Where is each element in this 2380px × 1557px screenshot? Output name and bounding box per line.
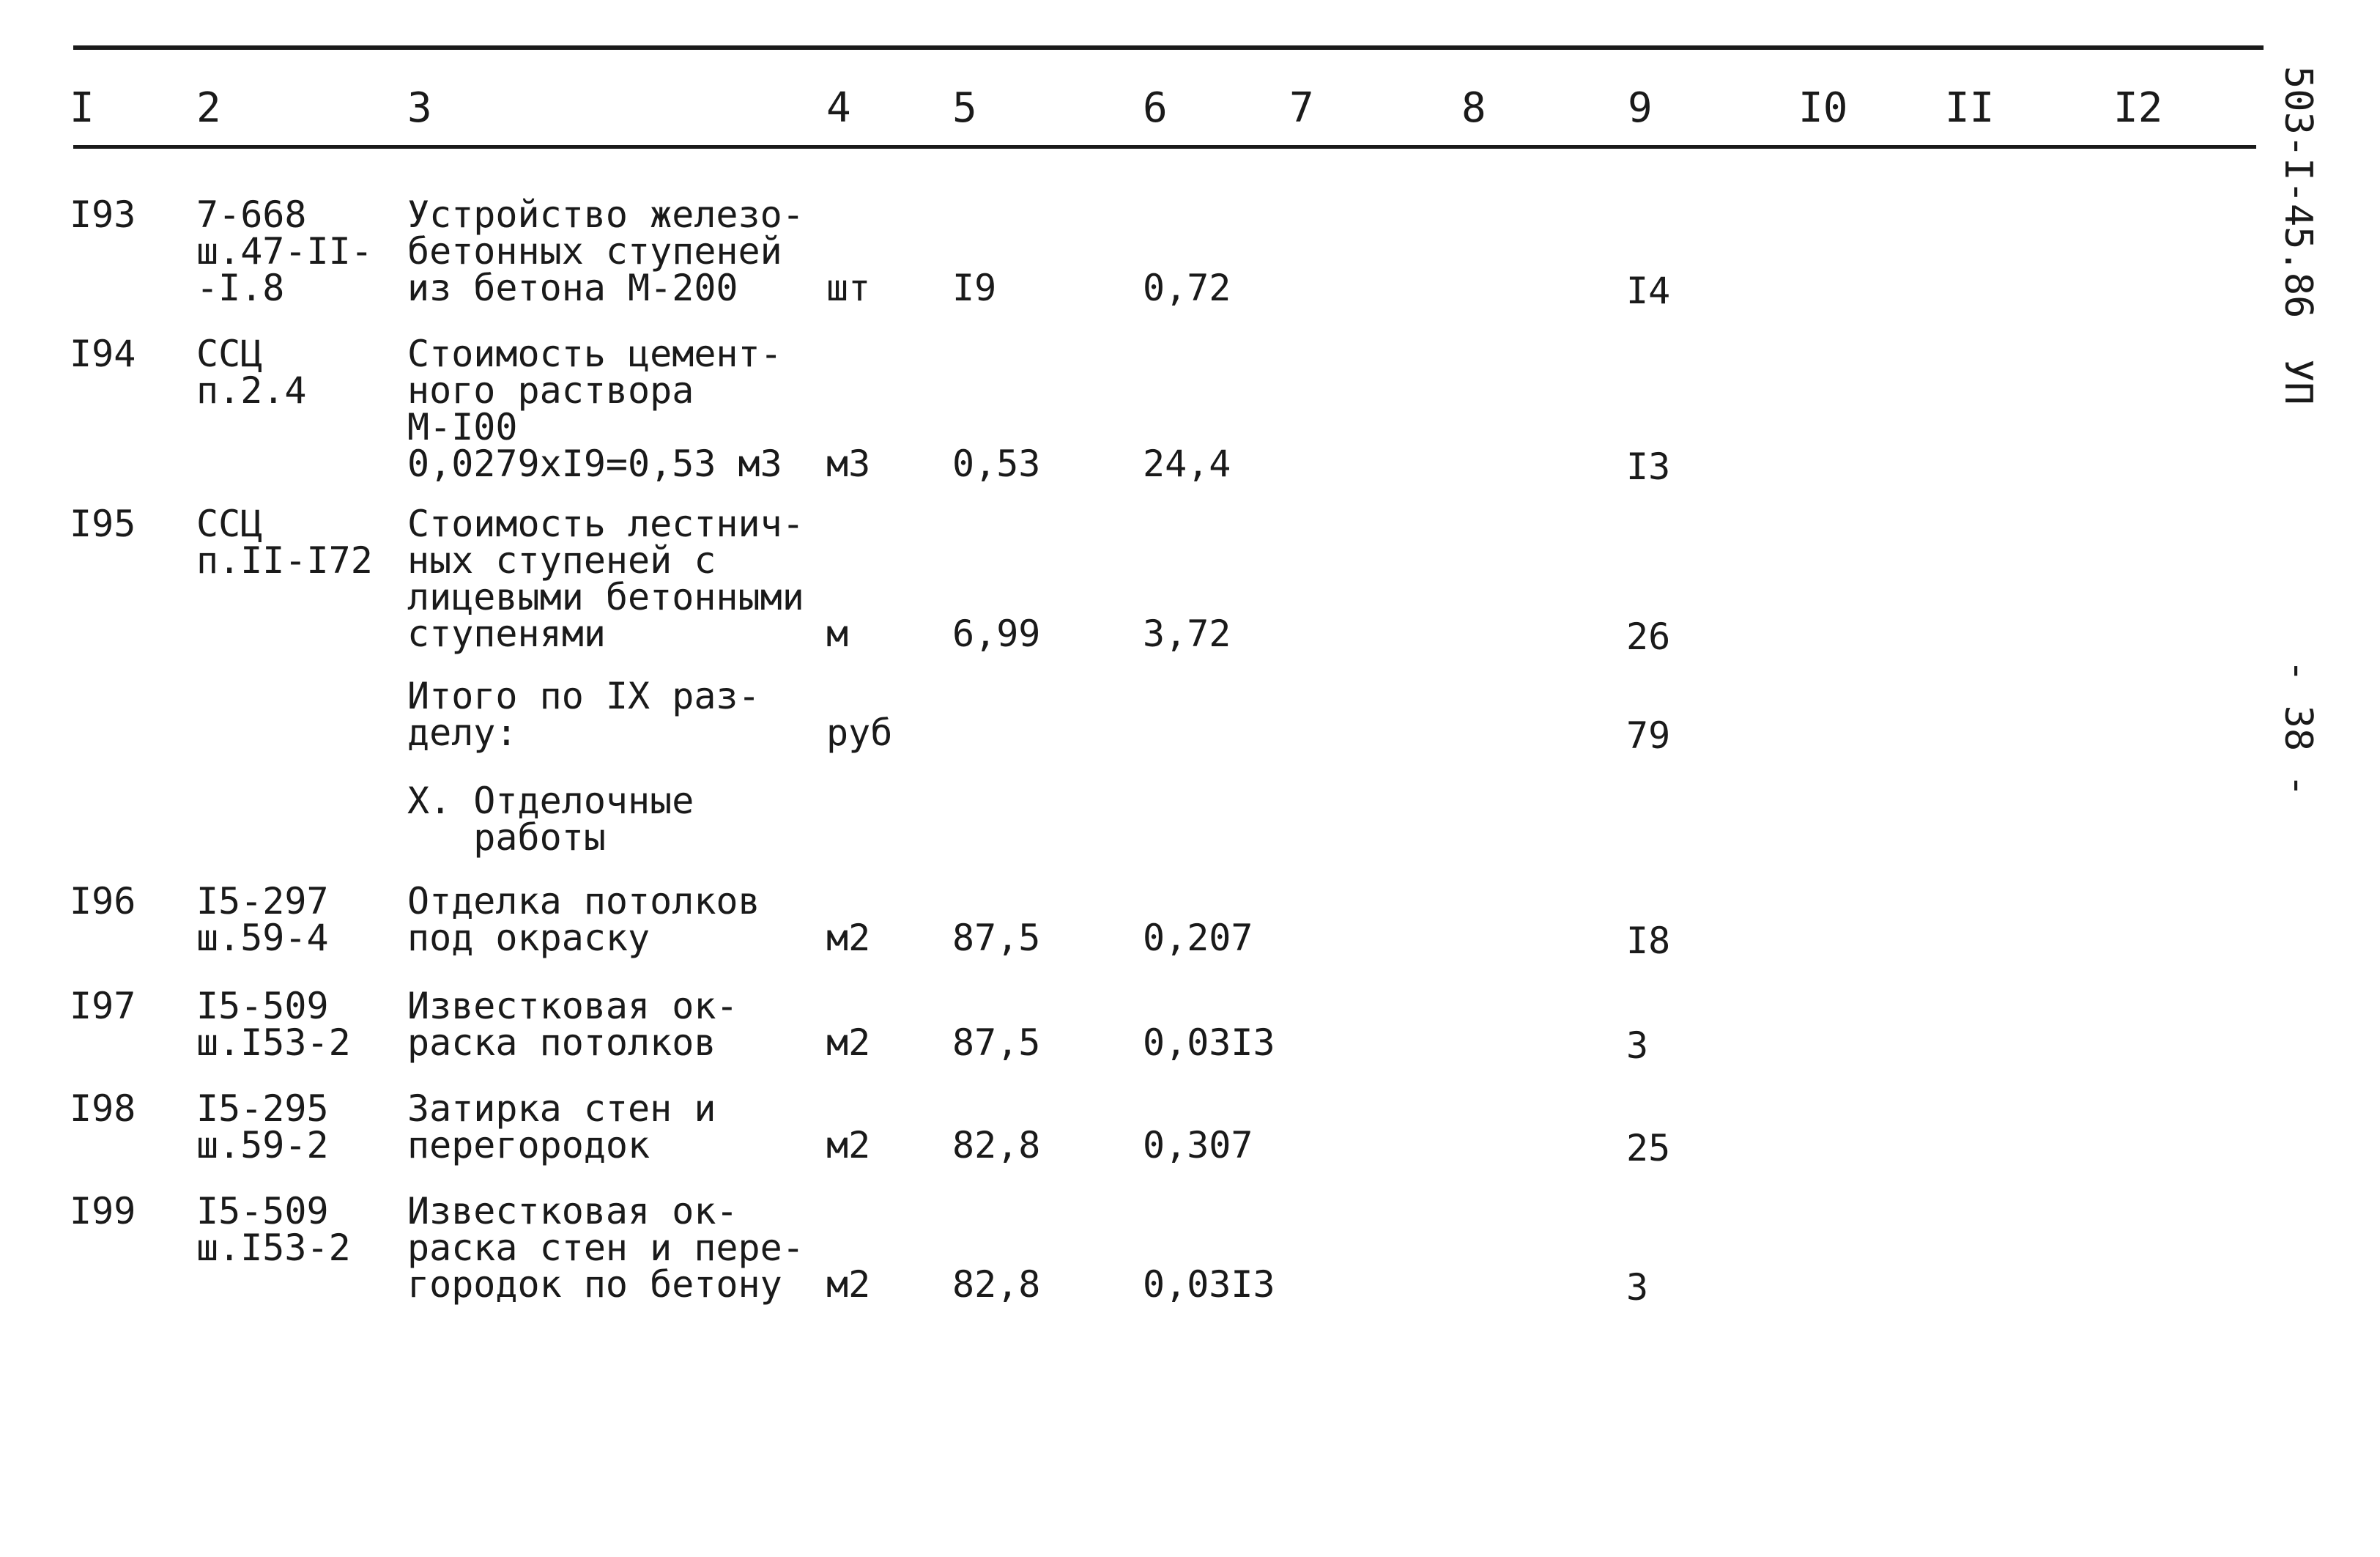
- work-description: Итого по IX раз-: [407, 675, 760, 717]
- unit-price-cell: 0,03I3: [1143, 1021, 1275, 1064]
- document-code: 503-I-45.86: [2276, 66, 2320, 319]
- norm-reference: ш.59-2: [196, 1124, 329, 1166]
- norm-reference: I5-297: [196, 880, 329, 922]
- column-header: II: [1945, 84, 1995, 132]
- item-number: I95: [70, 503, 136, 545]
- column-header: 3: [407, 84, 432, 132]
- work-description: работы: [407, 816, 606, 859]
- total-cost-cell: 25: [1626, 1127, 1671, 1169]
- item-number: I94: [70, 333, 136, 375]
- norm-reference: ССЦ: [196, 503, 263, 545]
- item-number: I98: [70, 1087, 136, 1130]
- unit-price-cell: 24,4: [1143, 443, 1231, 485]
- work-description: Отделка потолков: [407, 880, 760, 922]
- unit-cell: м2: [826, 917, 871, 959]
- column-header: I: [70, 84, 94, 132]
- quantity-cell: 82,8: [952, 1124, 1041, 1166]
- unit-cell: м2: [826, 1263, 871, 1306]
- work-description: из бетона М-200: [407, 267, 738, 309]
- total-cost-cell: I8: [1626, 920, 1671, 962]
- top-rule: [73, 45, 2264, 50]
- total-cost-cell: I4: [1626, 270, 1671, 312]
- quantity-cell: 82,8: [952, 1263, 1041, 1306]
- total-cost-cell: 3: [1626, 1266, 1649, 1309]
- column-header: 5: [952, 84, 977, 132]
- column-header: 4: [826, 84, 851, 132]
- column-header: 7: [1289, 84, 1314, 132]
- work-description: городок по бетону: [407, 1263, 782, 1306]
- unit-cell: м: [826, 613, 849, 655]
- norm-reference: I5-509: [196, 985, 329, 1027]
- unit-cell: руб: [826, 711, 893, 754]
- work-description: перегородок: [407, 1124, 650, 1166]
- item-number: I97: [70, 985, 136, 1027]
- column-header: I2: [2113, 84, 2163, 132]
- norm-reference: п.2.4: [196, 369, 307, 412]
- header-rule: [73, 145, 2256, 149]
- norm-reference: ш.59-4: [196, 917, 329, 959]
- work-description: Устройство железо-: [407, 193, 804, 236]
- work-description: бетонных ступеней: [407, 230, 782, 273]
- norm-reference: -I.8: [196, 267, 285, 309]
- norm-reference: ш.47-II-: [196, 230, 373, 273]
- unit-cell: м2: [826, 1021, 871, 1064]
- norm-reference: ш.I53-2: [196, 1021, 351, 1064]
- work-description: Известковая ок-: [407, 985, 738, 1027]
- quantity-cell: I9: [952, 267, 997, 309]
- column-header: 8: [1461, 84, 1486, 132]
- norm-reference: ССЦ: [196, 333, 263, 375]
- column-header: 9: [1628, 84, 1653, 132]
- work-description: раска потолков: [407, 1021, 716, 1064]
- work-description: под окраску: [407, 917, 650, 959]
- quantity-cell: 87,5: [952, 1021, 1041, 1064]
- work-description: Х. Отделочные: [407, 780, 694, 822]
- quantity-cell: 6,99: [952, 613, 1041, 655]
- quantity-cell: 87,5: [952, 917, 1041, 959]
- total-cost-cell: 26: [1626, 615, 1671, 658]
- quantity-cell: 0,53: [952, 443, 1041, 485]
- norm-reference: I5-509: [196, 1190, 329, 1232]
- work-description: М-I00: [407, 406, 518, 448]
- page-number: - 38 -: [2276, 659, 2320, 797]
- work-description: Затирка стен и: [407, 1087, 716, 1130]
- item-number: I96: [70, 880, 136, 922]
- unit-price-cell: 0,307: [1143, 1124, 1253, 1166]
- column-header: 2: [196, 84, 221, 132]
- work-description: Стоимость лестнич-: [407, 503, 804, 545]
- work-description: Известковая ок-: [407, 1190, 738, 1232]
- unit-price-cell: 0,72: [1143, 267, 1231, 309]
- item-number: I99: [70, 1190, 136, 1232]
- work-description: лицевыми бетонными: [407, 576, 804, 618]
- norm-reference: 7-668: [196, 193, 307, 236]
- unit-price-cell: 0,207: [1143, 917, 1253, 959]
- work-description: раска стен и пере-: [407, 1227, 804, 1269]
- work-description: 0,0279хI9=0,53 м3: [407, 443, 782, 485]
- norm-reference: I5-295: [196, 1087, 329, 1130]
- column-header: I0: [1798, 84, 1848, 132]
- unit-cell: м2: [826, 1124, 871, 1166]
- album-label: УП: [2276, 359, 2320, 405]
- norm-reference: п.II-I72: [196, 539, 373, 582]
- work-description: ступенями: [407, 613, 606, 655]
- work-description: ного раствора: [407, 369, 694, 412]
- work-description: Стоимость цемент-: [407, 333, 782, 375]
- total-cost-cell: 3: [1626, 1024, 1649, 1067]
- item-number: I93: [70, 193, 136, 236]
- total-cost-cell: 79: [1626, 714, 1671, 757]
- column-header: 6: [1143, 84, 1168, 132]
- unit-price-cell: 3,72: [1143, 613, 1231, 655]
- norm-reference: ш.I53-2: [196, 1227, 351, 1269]
- unit-cell: шт: [826, 267, 871, 309]
- work-description: ных ступеней с: [407, 539, 716, 582]
- work-description: делу:: [407, 711, 518, 754]
- unit-price-cell: 0,03I3: [1143, 1263, 1275, 1306]
- total-cost-cell: I3: [1626, 445, 1671, 488]
- unit-cell: м3: [826, 443, 871, 485]
